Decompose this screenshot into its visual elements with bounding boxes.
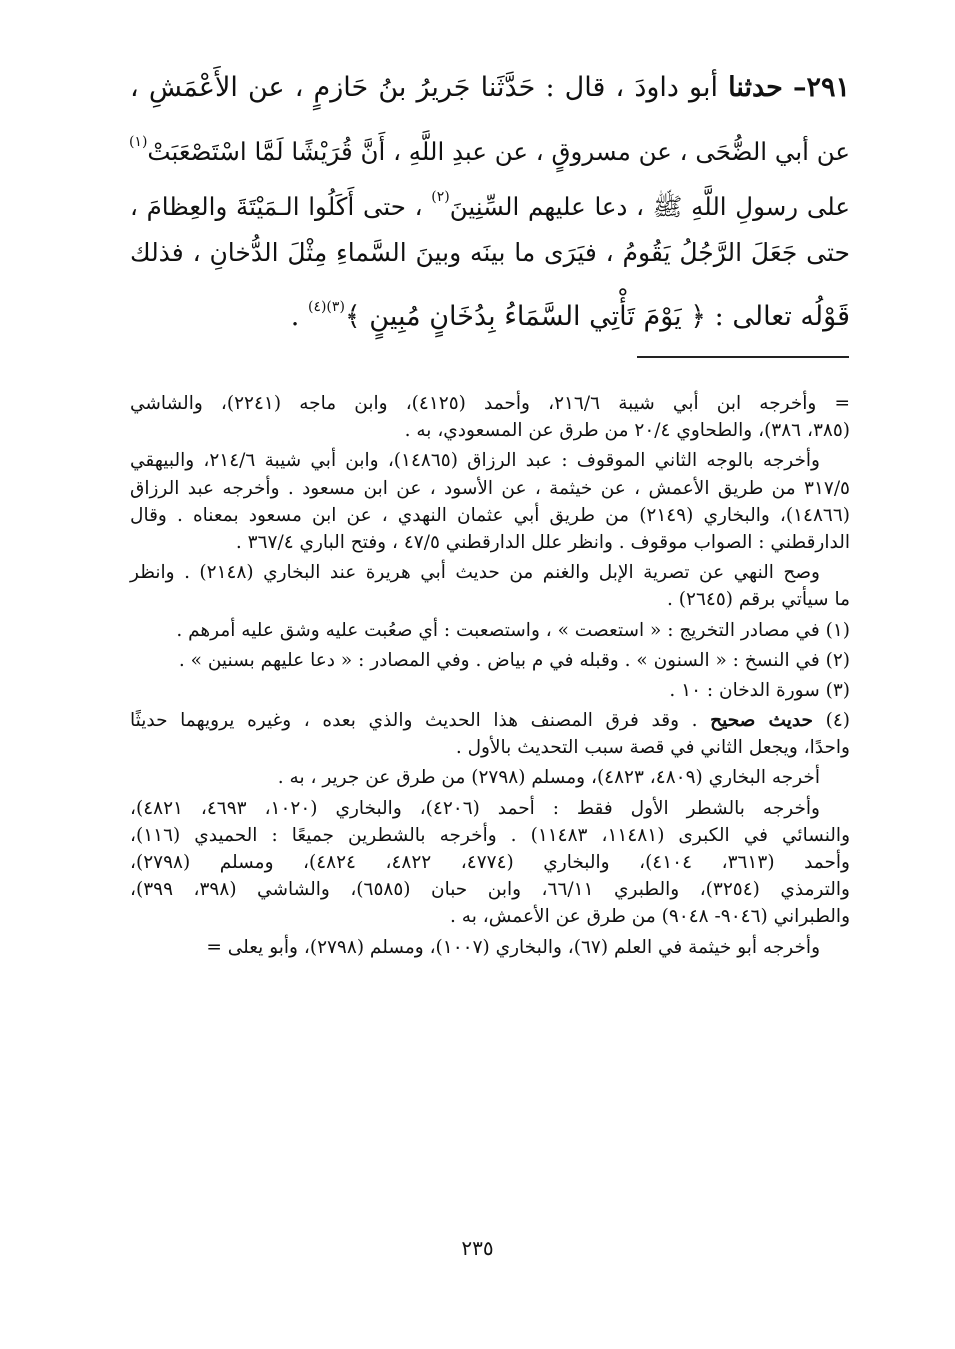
- hadith-line-5: [130, 280, 850, 335]
- footnote-3: (٣) سورة الدخان : ١٠ .: [669, 679, 850, 701]
- hadith-text: [130, 60, 850, 335]
- footnote-ref-2: (٢): [431, 189, 450, 205]
- hadith-line-4: [130, 225, 850, 280]
- grading-label: حديث صحيح: [710, 710, 813, 732]
- footnote-1: (١) في مصادر التخريج : « استعصت » ، واستصعبت : أي صعُبت عليه وشق عليه أمرهم .: [176, 619, 850, 641]
- hadith-lead-word: حدثنا: [728, 72, 783, 103]
- hadith-number: ٢٩١: [806, 72, 850, 103]
- footnote-4: [130, 707, 850, 734]
- footnote-ref-1: (١): [128, 134, 148, 150]
- footnote-separator: [637, 356, 849, 358]
- footnote-2: (٢) في النسخ : « السنون » . وقبله في م بياض . وفي المصادر : « دعا عليهم بسنين » .: [178, 649, 850, 671]
- footnote-line: وصح النهي عن تصرية الإبل والغنم من حديث أبي هريرة عند البخاري (٢١٤٨) . وانظر: [130, 562, 820, 584]
- hadith-line-text: عن أبي الضُّحَى ، عن مسروقٍ ، عن عبدِ اللَّهِ ، أَنَّ قُرَيْشًا لَمَّا اسْتَصْعَبَتْ: [147, 137, 850, 166]
- footnote-line: وأخرجه بالوجه الثاني الموقوف : عبد الرزاق (١٤٨٦٥)، وابن أبي شيبة ٢١٤/٦، والبيهقي: [130, 450, 820, 472]
- footnote-line: الدارقطني : الصواب موقوف . وانظر علل الدارقطني ٤٧/٥ ، وفتح الباري ٣٦٧/٤ .: [235, 531, 850, 553]
- footnote-line: واحدًا، ويجعل الثاني في قصة سبب التحديث بالأول .: [455, 737, 850, 759]
- footnote-line: ما سيأتي برقم (٢٦٤٥) .: [667, 589, 850, 611]
- footnote-4-text: . وقد فرق المصنف هذا الحديث والذي بعده ، وغيره يرويهما حديثًا: [130, 710, 698, 732]
- hadith-number-dash: –: [792, 72, 807, 103]
- footnote-line: والطبراني (٩٠٤٦- ٩٠٤٨) من طرق عن الأعمش، به .: [450, 906, 850, 928]
- hadith-end-mark: .: [290, 301, 300, 332]
- footnote-line: وأخرجه بالشطر الأول فقط : أحمد (٤٢٠٦)، والبخاري (١٠٢٠، ٤٦٩٣، ٤٨٢١)،: [130, 797, 820, 819]
- hadith-line-text: أبو داودَ ، قال : حَدَّثَنا جَريرُ بنُ حَازمٍ ، عن الأَعْمَشِ ،: [130, 72, 718, 103]
- page-number: ٢٣٥: [461, 1236, 494, 1260]
- hadith-line-text: على رسولِ اللَّهِ ﷺ ، دعا عليهم السِّنِينَ: [449, 192, 850, 221]
- footnote-line: والنسائي في الكبرى (١١٤٨١، ١١٤٨٣) . وأخرجه بالشطرين جميعًا : الحميدي (١١٦)،: [130, 824, 851, 846]
- footnote-line: وأخرجه أبو خيثمة في العلم (٦٧)، والبخاري (١٠٠٧)، ومسلم (٢٧٩٨)، وأبو يعلى =: [206, 936, 820, 958]
- footnote-4-marker: (٤): [825, 710, 851, 732]
- footnotes: [130, 390, 850, 961]
- hadith-line-2: [130, 115, 850, 170]
- footnote-line: وأحمد (٣٦١٣، ٤١٠٤)، والبخاري (٤٧٧٤، ٤٨٢٢، ٤٨٢٤)، ومسلم (٢٧٩٨)،: [130, 852, 850, 873]
- footnote-line: ٣١٧/٥ من طريق الأعمش ، عن خيثمة ، عن الأسود ، عن ابن مسعود . وأخرجه عبد الرزاق: [130, 477, 850, 499]
- hadith-line-1: [130, 60, 850, 115]
- footnote-line: = وأخرجه ابن أبي شيبة ٢١٦/٦، وأحمد (٤١٢٥)، وابن ماجه (٢٢٤١)، والشاشي: [130, 393, 851, 414]
- footnote-line: أخرجه البخاري (٤٨٠٩، ٤٨٢٣)، ومسلم (٢٧٩٨) من طرق عن جرير ، به .: [277, 767, 820, 789]
- hadith-line-text: ، حتى أَكَلُوا الـمَيْتَةَ والعِظامَ ،: [130, 192, 423, 221]
- footnote-line: (١٤٨٦٦)، والبخاري (٢١٤٩) من طريق أبي عثمان النهدي ، عن ابن مسعود بمعناه . وقال: [130, 504, 850, 526]
- hadith-line-text: حتى جَعَلَ الرَّجُلُ يَقُومُ ، فيَرَى ما بينَه وبينَ السَّماءِ مِثْلَ الدُّخانِ ، فذلك: [130, 238, 850, 267]
- footnote-ref-3-4: (٣)(٤): [307, 299, 345, 315]
- quran-verse: ﴿ يَوْمَ تَأْتِي السَّمَاءُ بِدُخَانٍ مُبِينٍ ﴾: [344, 301, 707, 332]
- footnote-line: (٣٨٥، ٣٨٦)، والطحاوي ٢٠/٤ من طرق عن المسعودي، به .: [404, 420, 850, 442]
- hadith-line-text: قَوْلُه تعالى :: [714, 301, 850, 332]
- footnote-line: والترمذي (٣٢٥٤)، والطبري ٦٦/١١، وابن حبان (٦٥٨٥)، والشاشي (٣٩٨، ٣٩٩)،: [130, 879, 850, 901]
- hadith-line-3: [130, 170, 850, 225]
